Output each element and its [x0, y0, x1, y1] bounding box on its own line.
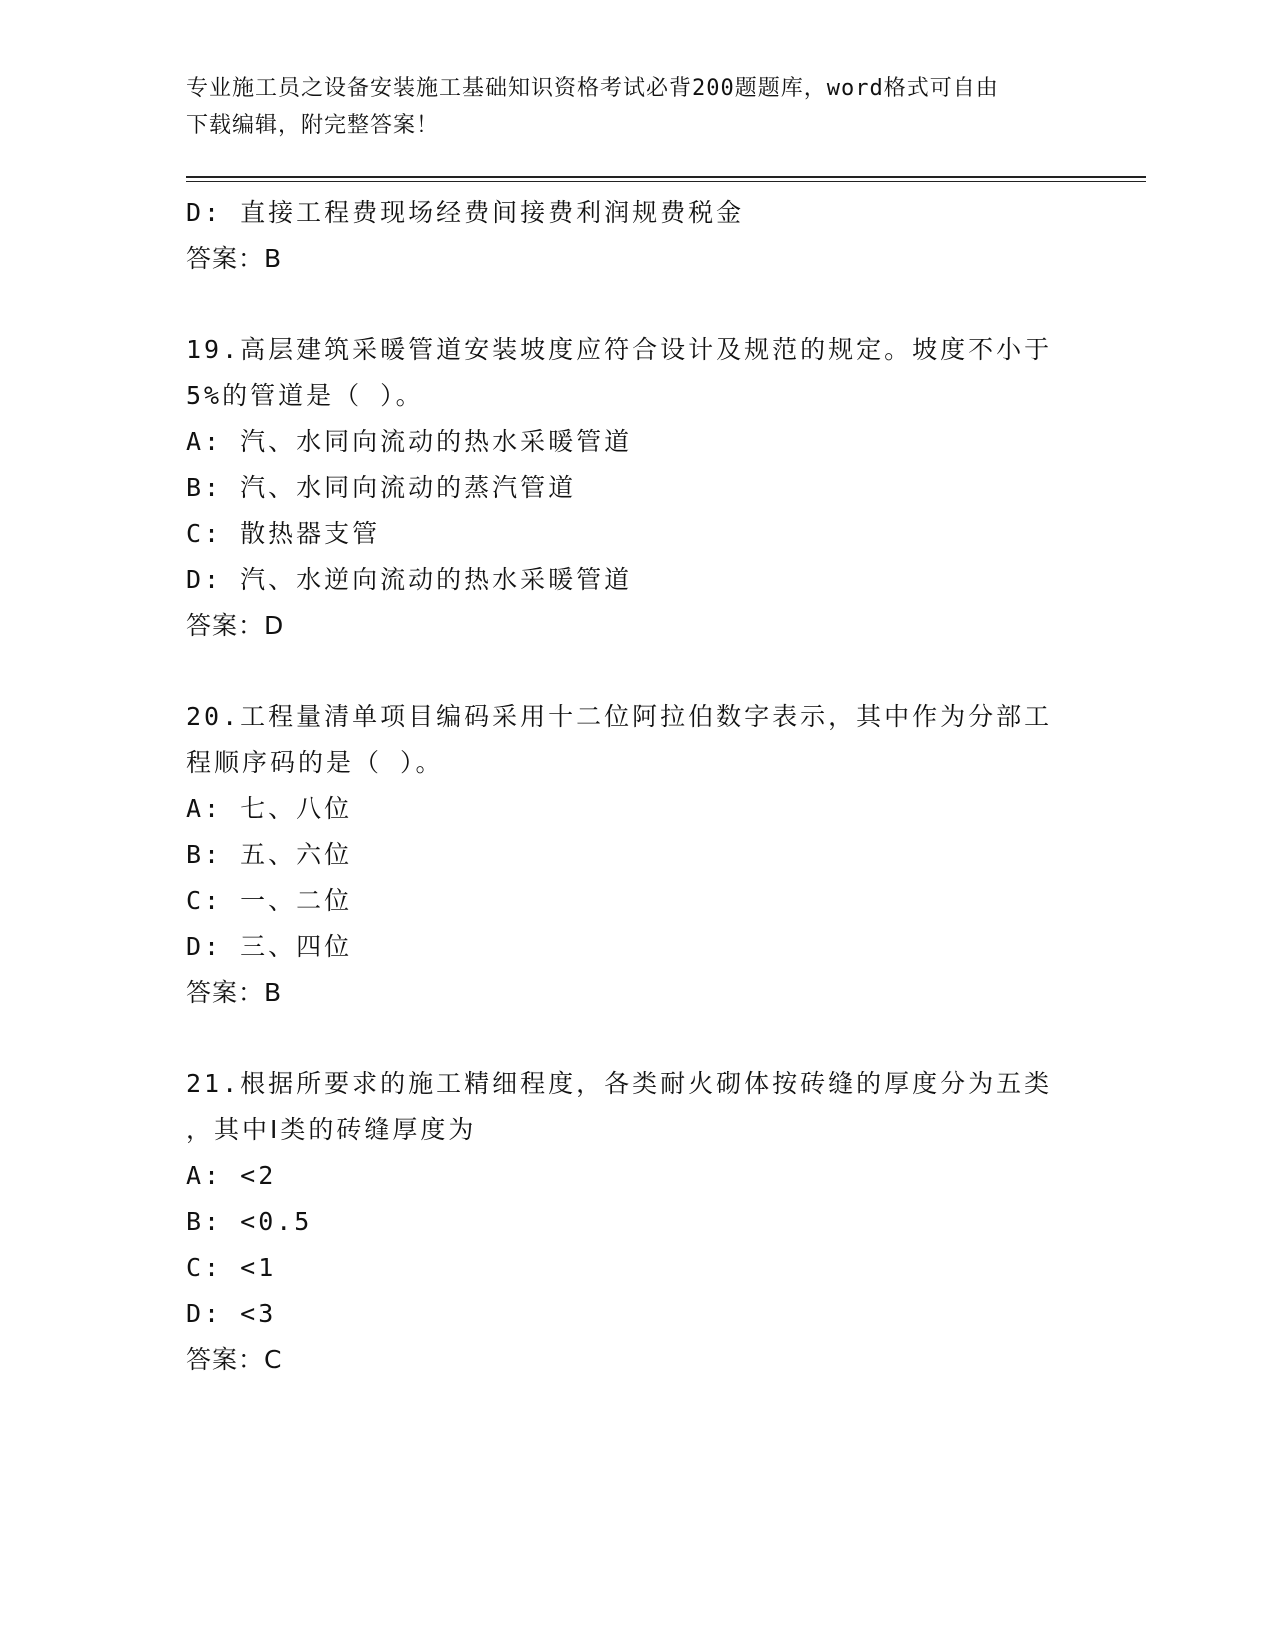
option-a: A: 汽、水同向流动的热水采暖管道 — [186, 427, 633, 456]
option-d: D: 三、四位 — [186, 932, 353, 961]
option-b: B: 汽、水同向流动的蒸汽管道 — [186, 473, 577, 502]
question-21 — [186, 1061, 1086, 1383]
question-stem-line: 21.根据所要求的施工精细程度，各类耐火砌体按砖缝的厚度分为五类 — [186, 1069, 1053, 1098]
spacer — [186, 1016, 1086, 1061]
option-c: C: 散热器支管 — [186, 519, 381, 548]
option-b: B: 五、六位 — [186, 840, 353, 869]
previous-question-tail — [186, 190, 1086, 282]
question-stem-line: ，其中Ⅰ类的砖缝厚度为 — [186, 1115, 477, 1144]
question-19 — [186, 327, 1086, 649]
option-d: D: 汽、水逆向流动的热水采暖管道 — [186, 565, 633, 594]
option-c: C: <1 — [186, 1253, 277, 1282]
answer-line: 答案：D — [186, 611, 285, 640]
spacer — [186, 649, 1086, 694]
option-d: D: <3 — [186, 1299, 277, 1328]
answer-line: 答案：C — [186, 1345, 283, 1374]
answer-line: 答案：B — [186, 244, 283, 273]
question-stem-line: 20.工程量清单项目编码采用十二位阿拉伯数字表示，其中作为分部工 — [186, 702, 1053, 731]
question-stem-line: 程顺序码的是（ ）。 — [186, 748, 444, 777]
header-line-1: 专业施工员之设备安装施工基础知识资格考试必背200题题库，word格式可自由 — [186, 76, 999, 101]
question-stem-line: 19.高层建筑采暖管道安装坡度应符合设计及规范的规定。坡度不小于 — [186, 335, 1053, 364]
option-b: B: <0.5 — [186, 1207, 313, 1236]
option-d: D: 直接工程费现场经费间接费利润规费税金 — [186, 198, 745, 227]
answer-line: 答案：B — [186, 978, 283, 1007]
spacer — [186, 282, 1086, 327]
question-20 — [186, 694, 1086, 1016]
document-header — [186, 70, 1066, 144]
question-stem-line: 5%的管道是（ ）。 — [186, 381, 424, 410]
header-divider-top — [186, 176, 1146, 178]
question-content — [186, 190, 1086, 1383]
option-a: A: <2 — [186, 1161, 277, 1190]
option-c: C: 一、二位 — [186, 886, 353, 915]
header-divider-bottom — [186, 181, 1146, 182]
option-a: A: 七、八位 — [186, 794, 353, 823]
header-line-2: 下载编辑，附完整答案！ — [186, 113, 440, 138]
